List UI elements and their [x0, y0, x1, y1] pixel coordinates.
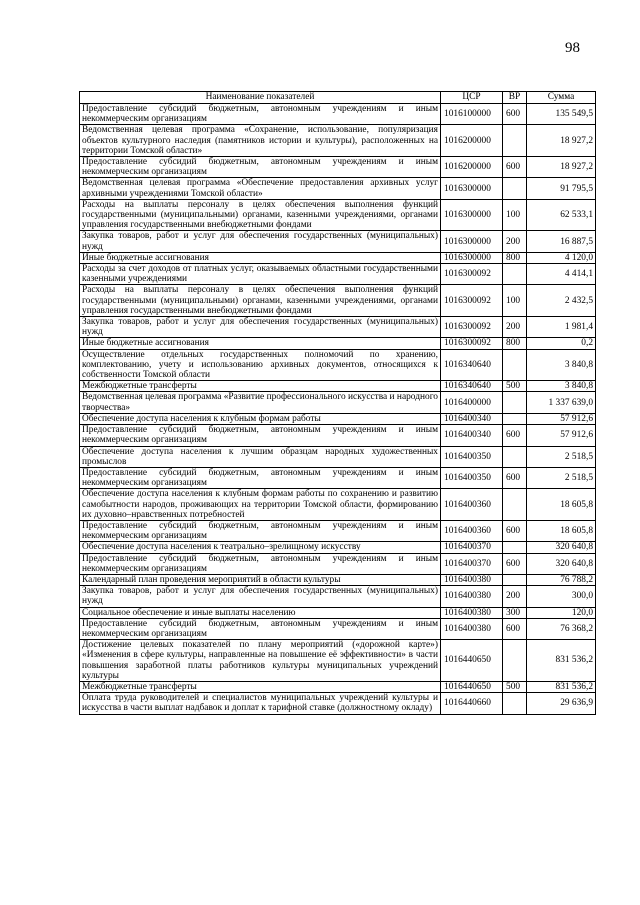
cell-vr [503, 574, 527, 585]
cell-sum: 76 368,2 [527, 618, 596, 639]
budget-table [79, 91, 596, 715]
cell-sum: 18 605,8 [527, 520, 596, 541]
cell-csr: 1016400340 [441, 413, 503, 424]
cell-name: Предоставление субсидий бюджетным, автономным учреждениям и иным некоммерческим организациям [80, 467, 441, 488]
table-row [80, 231, 596, 252]
cell-vr: 200 [503, 231, 527, 252]
cell-vr: 800 [503, 252, 527, 263]
cell-vr: 600 [503, 553, 527, 574]
cell-name: Ведомственная целевая программа «Сохранение, использование, популяризация объектов культурного наследия (памятников истории и культуры), расположенных на территории Томской области» [80, 125, 441, 157]
cell-vr: 600 [503, 425, 527, 446]
cell-sum: 76 788,2 [527, 574, 596, 585]
table-row [80, 467, 596, 488]
cell-vr: 300 [503, 607, 527, 618]
cell-csr: 1016400380 [441, 607, 503, 618]
table-row [80, 489, 596, 521]
cell-sum: 91 795,5 [527, 178, 596, 199]
cell-vr: 200 [503, 317, 527, 338]
cell-vr: 100 [503, 199, 527, 231]
cell-sum: 29 636,9 [527, 693, 596, 714]
table-row [80, 392, 596, 413]
cell-csr: 1016300000 [441, 252, 503, 263]
cell-name: Ведомственная целевая программа «Обеспечение предоставления архивных услуг архивными учреждениями Томской области» [80, 178, 441, 199]
cell-vr [503, 446, 527, 467]
cell-sum: 18 605,8 [527, 489, 596, 521]
cell-csr: 1016400340 [441, 425, 503, 446]
page-number: 98 [565, 40, 580, 56]
cell-csr: 1016340640 [441, 381, 503, 392]
cell-vr [503, 413, 527, 424]
table-row [80, 349, 596, 381]
cell-csr: 1016400000 [441, 392, 503, 413]
table-body [80, 104, 596, 715]
table-header-row [80, 92, 596, 104]
cell-sum: 831 536,2 [527, 681, 596, 692]
cell-sum: 2 432,5 [527, 285, 596, 317]
cell-sum: 120,0 [527, 607, 596, 618]
cell-csr: 1016400350 [441, 446, 503, 467]
cell-name: Ведомственная целевая программа «Развитие профессионального искусства и народного творчества» [80, 392, 441, 413]
cell-name: Достижение целевых показателей по плану мероприятий («дорожной карте») «Изменения в сфере культуры, направленные на повышение её эффективности» в части повышения заработной платы работников культуры муниципальных учреждений культуры [80, 640, 441, 682]
table-row [80, 199, 596, 231]
table-row [80, 178, 596, 199]
cell-sum: 1 981,4 [527, 317, 596, 338]
table-row [80, 574, 596, 585]
cell-name: Предоставление субсидий бюджетным, автономным учреждениям и иным некоммерческим организациям [80, 553, 441, 574]
cell-name: Межбюджетные трансферты [80, 681, 441, 692]
cell-csr: 1016340640 [441, 349, 503, 381]
cell-csr: 1016200000 [441, 125, 503, 157]
table-row [80, 425, 596, 446]
table-row [80, 542, 596, 553]
cell-name: Оплата труда руководителей и специалистов муниципальных учреждений культуры и искусства в части выплат надбавок и доплат к тарифной ставке (должностному окладу) [80, 693, 441, 714]
header-csr: ЦСР [441, 92, 503, 104]
cell-vr: 600 [503, 618, 527, 639]
cell-vr: 500 [503, 381, 527, 392]
cell-sum: 300,0 [527, 586, 596, 607]
table-row [80, 285, 596, 317]
cell-vr [503, 125, 527, 157]
cell-name: Межбюджетные трансферты [80, 381, 441, 392]
header-sum: Сумма [527, 92, 596, 104]
cell-name: Осуществление отдельных государственных полномочий по хранению, комплектованию, учету и использованию архивных документов, относящихся к собственности Томской области [80, 349, 441, 381]
cell-vr: 600 [503, 467, 527, 488]
table-row [80, 681, 596, 692]
table-row [80, 338, 596, 349]
cell-sum: 57 912,6 [527, 413, 596, 424]
cell-name: Календарный план проведения мероприятий в области культуры [80, 574, 441, 585]
cell-name: Закупка товаров, работ и услуг для обеспечения государственных (муниципальных) нужд [80, 586, 441, 607]
cell-name: Обеспечение доступа населения к театрально–зрелищному искусству [80, 542, 441, 553]
cell-csr: 1016100000 [441, 104, 503, 125]
table-row [80, 413, 596, 424]
cell-csr: 1016400360 [441, 520, 503, 541]
header-vr: ВР [503, 92, 527, 104]
cell-sum: 320 640,8 [527, 542, 596, 553]
table-row [80, 618, 596, 639]
cell-sum: 3 840,8 [527, 349, 596, 381]
table-row [80, 317, 596, 338]
cell-csr: 1016300092 [441, 285, 503, 317]
cell-name: Обеспечение доступа населения к лучшим образцам народных художественных промыслов [80, 446, 441, 467]
cell-name: Предоставление субсидий бюджетным, автономным учреждениям и иным некоммерческим организациям [80, 425, 441, 446]
cell-csr: 1016200000 [441, 157, 503, 178]
cell-vr [503, 489, 527, 521]
cell-vr [503, 178, 527, 199]
cell-sum: 3 840,8 [527, 381, 596, 392]
cell-csr: 1016300092 [441, 317, 503, 338]
cell-sum: 320 640,8 [527, 553, 596, 574]
header-name: Наименование показателей [80, 92, 441, 104]
cell-sum: 2 518,5 [527, 446, 596, 467]
cell-vr [503, 693, 527, 714]
cell-vr [503, 264, 527, 285]
cell-csr: 1016400380 [441, 586, 503, 607]
cell-sum: 0,2 [527, 338, 596, 349]
cell-csr: 1016300000 [441, 231, 503, 252]
cell-csr: 1016400360 [441, 489, 503, 521]
cell-name: Расходы на выплаты персоналу в целях обеспечения выполнения функций государственными (муниципальными) органами, казенными учреждениями, органами управления государственными внебюджетными фондами [80, 199, 441, 231]
cell-sum: 16 887,5 [527, 231, 596, 252]
cell-csr: 1016300092 [441, 338, 503, 349]
table-row [80, 607, 596, 618]
cell-name: Предоставление субсидий бюджетным, автономным учреждениям и иным некоммерческим организациям [80, 618, 441, 639]
cell-vr [503, 392, 527, 413]
cell-vr: 600 [503, 520, 527, 541]
cell-name: Предоставление субсидий бюджетным, автономным учреждениям и иным некоммерческим организациям [80, 157, 441, 178]
table-row [80, 157, 596, 178]
cell-name: Предоставление субсидий бюджетным, автономным учреждениям и иным некоммерческим организациям [80, 104, 441, 125]
cell-sum: 18 927,2 [527, 125, 596, 157]
cell-csr: 1016400380 [441, 574, 503, 585]
cell-sum: 1 337 639,0 [527, 392, 596, 413]
cell-sum: 62 533,1 [527, 199, 596, 231]
cell-vr [503, 349, 527, 381]
cell-sum: 4 414,1 [527, 264, 596, 285]
cell-csr: 1016400370 [441, 542, 503, 553]
cell-name: Обеспечение доступа населения к клубным формам работы по сохранению и развитию самобытности народов, проживающих на территории Томской области, формированию их духовно–нравственных потребностей [80, 489, 441, 521]
cell-csr: 1016400370 [441, 553, 503, 574]
cell-name: Иные бюджетные ассигнования [80, 338, 441, 349]
table-row [80, 104, 596, 125]
table-row [80, 586, 596, 607]
cell-csr: 1016300000 [441, 199, 503, 231]
cell-sum: 18 927,2 [527, 157, 596, 178]
table-row [80, 640, 596, 682]
cell-csr: 1016400380 [441, 618, 503, 639]
cell-sum: 135 549,5 [527, 104, 596, 125]
cell-name: Предоставление субсидий бюджетным, автономным учреждениям и иным некоммерческим организациям [80, 520, 441, 541]
cell-csr: 1016300000 [441, 178, 503, 199]
table-row [80, 381, 596, 392]
cell-vr: 600 [503, 104, 527, 125]
cell-vr: 800 [503, 338, 527, 349]
cell-name: Социальное обеспечение и иные выплаты населению [80, 607, 441, 618]
cell-sum: 2 518,5 [527, 467, 596, 488]
cell-name: Закупка товаров, работ и услуг для обеспечения государственных (муниципальных) нужд [80, 317, 441, 338]
cell-csr: 1016440650 [441, 640, 503, 682]
cell-csr: 1016440650 [441, 681, 503, 692]
table-row [80, 693, 596, 714]
cell-name: Иные бюджетные ассигнования [80, 252, 441, 263]
cell-vr: 600 [503, 157, 527, 178]
table-row [80, 252, 596, 263]
table-row [80, 446, 596, 467]
cell-sum: 4 120,0 [527, 252, 596, 263]
cell-csr: 1016400350 [441, 467, 503, 488]
table-row [80, 125, 596, 157]
cell-csr: 1016440660 [441, 693, 503, 714]
cell-name: Расходы за счет доходов от платных услуг, оказываемых областными государственными казенными учреждениями [80, 264, 441, 285]
cell-name: Обеспечение доступа населения к клубным формам работы [80, 413, 441, 424]
cell-csr: 1016300092 [441, 264, 503, 285]
cell-vr: 500 [503, 681, 527, 692]
cell-vr: 100 [503, 285, 527, 317]
table-row [80, 553, 596, 574]
cell-name: Закупка товаров, работ и услуг для обеспечения государственных (муниципальных) нужд [80, 231, 441, 252]
cell-sum: 57 912,6 [527, 425, 596, 446]
cell-vr: 200 [503, 586, 527, 607]
cell-vr [503, 542, 527, 553]
cell-name: Расходы на выплаты персоналу в целях обеспечения выполнения функций государственными (муниципальными) органами, казенными учреждениями, органами управления государственными внебюджетными фондами [80, 285, 441, 317]
table-row [80, 520, 596, 541]
table-row [80, 264, 596, 285]
cell-sum: 831 536,2 [527, 640, 596, 682]
cell-vr [503, 640, 527, 682]
